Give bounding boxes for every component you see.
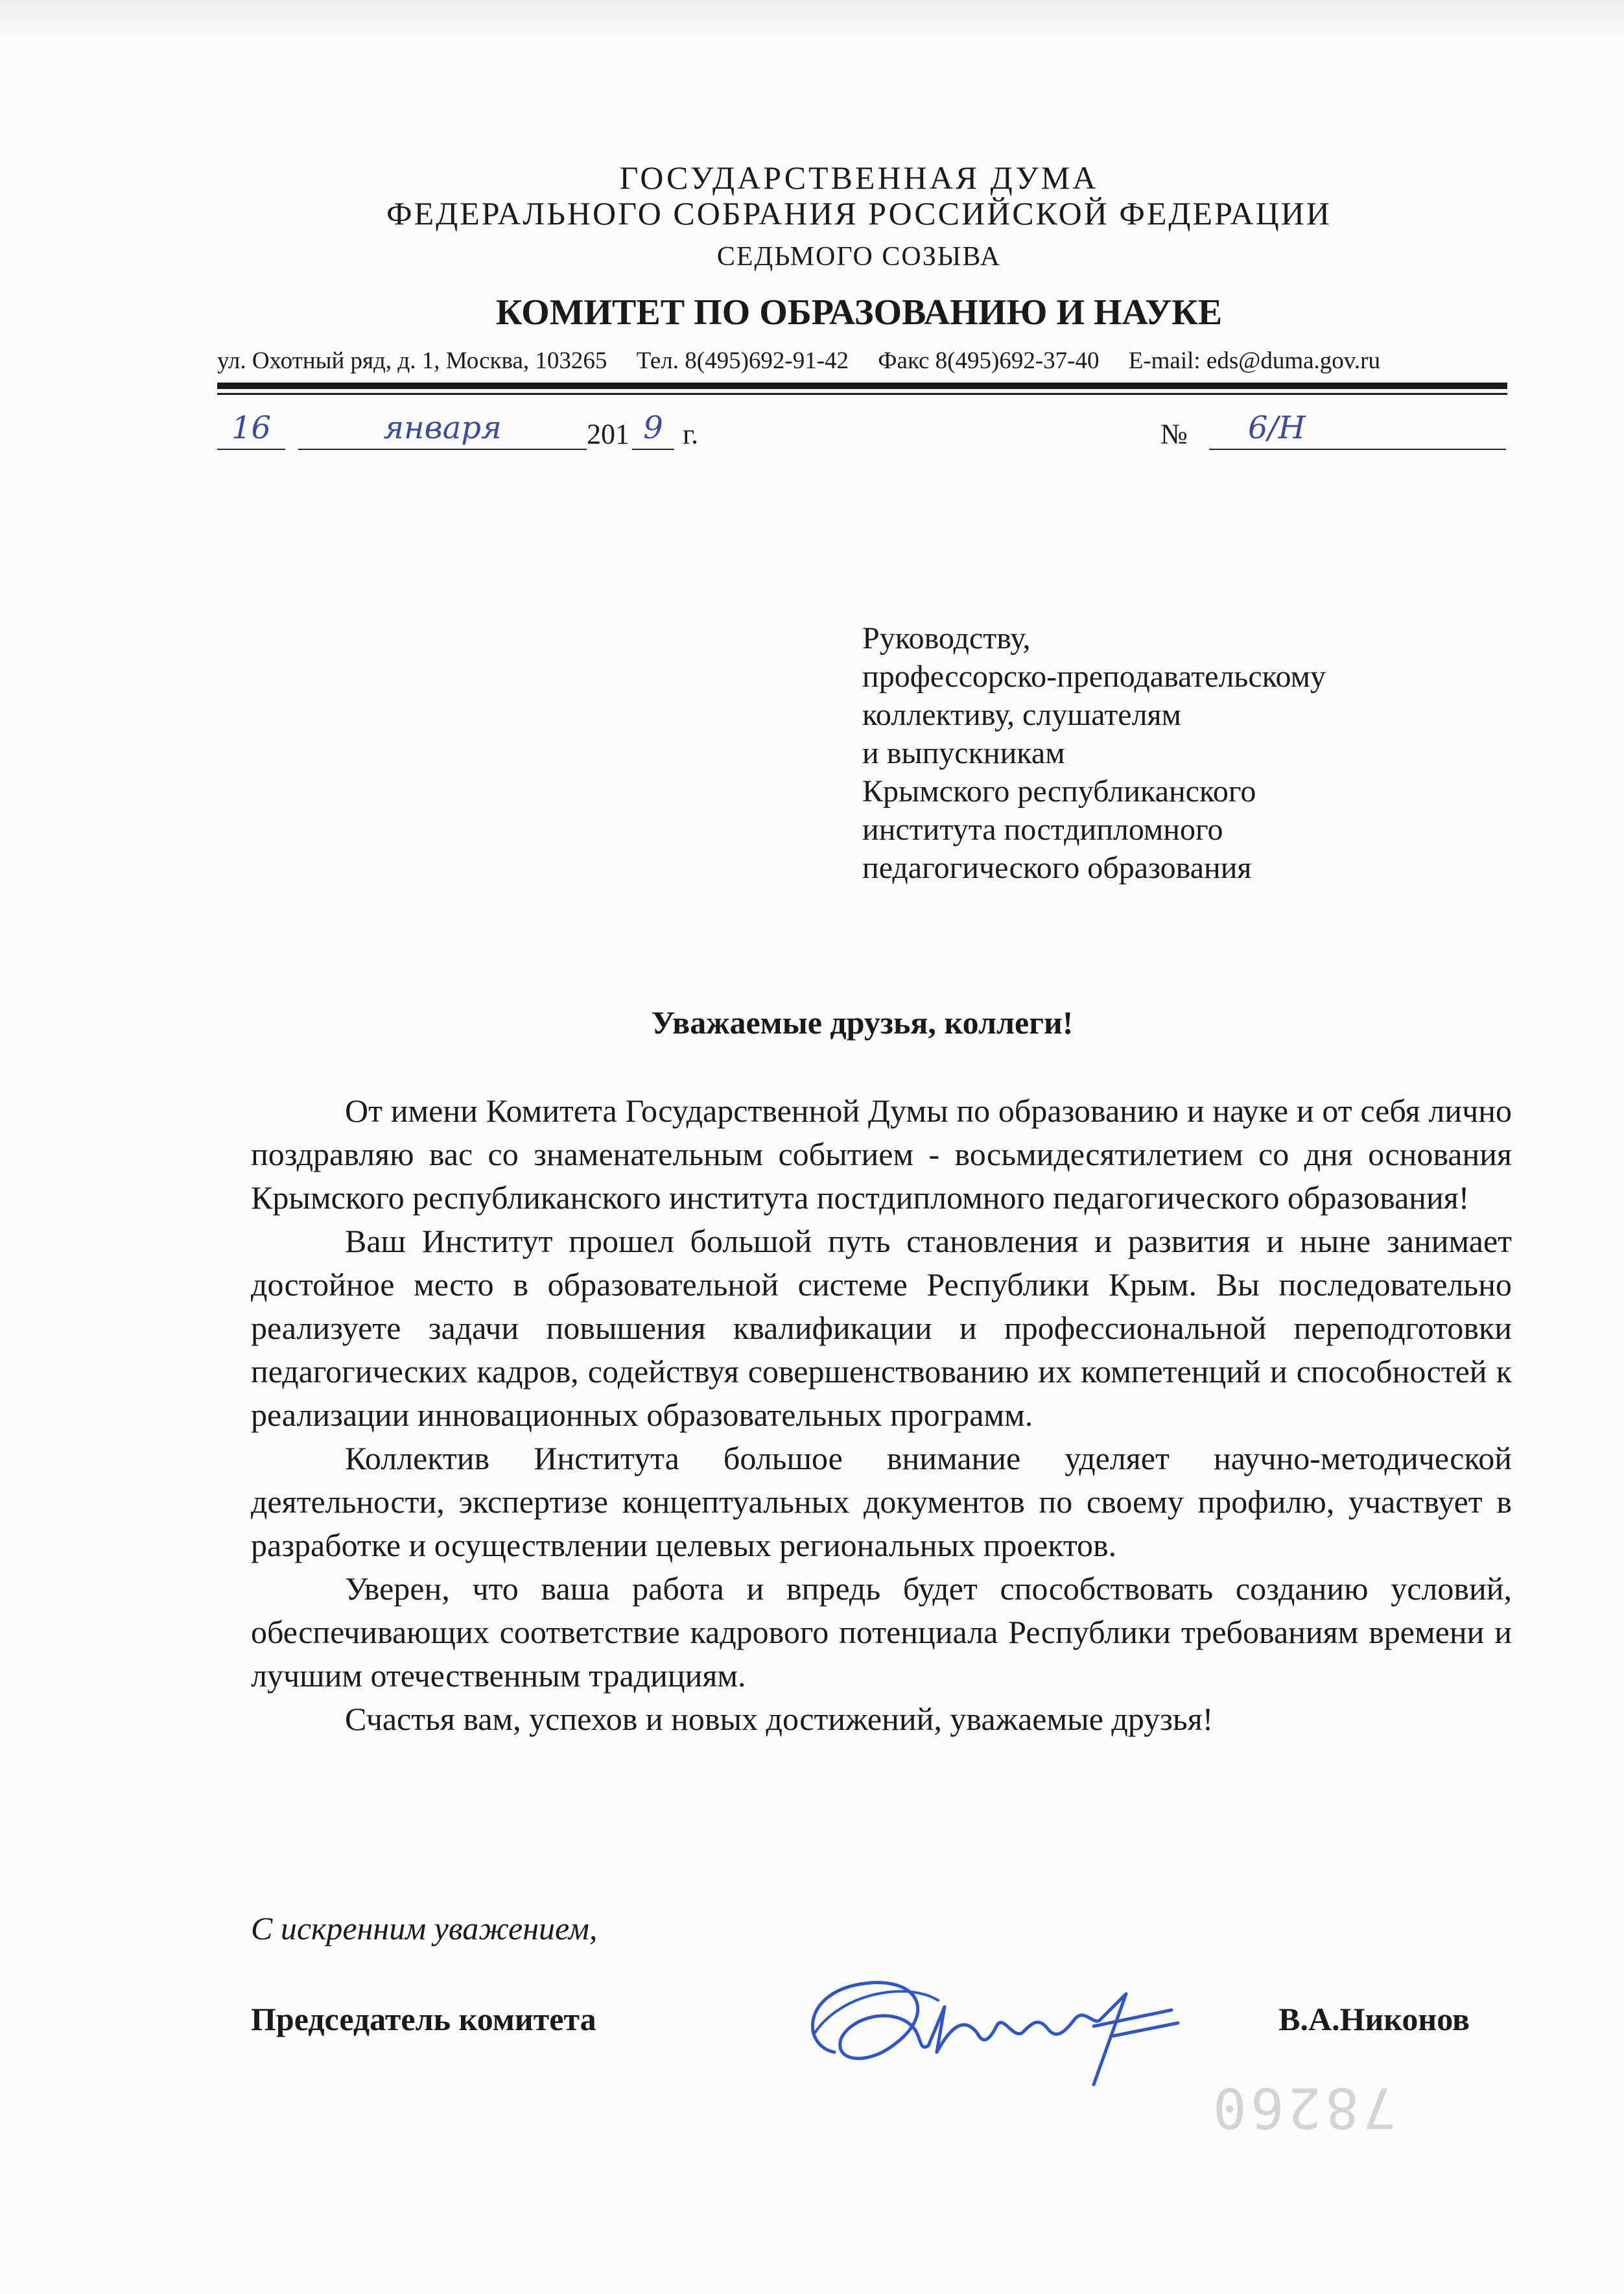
date-year-field <box>632 408 674 450</box>
greeting: Уважаемые друзья, коллеги! <box>651 1004 1074 1041</box>
date-year-unit: г. <box>683 418 699 450</box>
letterhead-contacts <box>217 347 1507 375</box>
handwritten-signature <box>789 1955 1204 2098</box>
bleed-through-stamp: 78260 <box>1209 2075 1396 2140</box>
closing-phrase: С искренним уважением, <box>251 1910 598 1946</box>
scan-shadow <box>0 0 1624 39</box>
contact-email: E-mail: eds@duma.gov.ru <box>1128 348 1380 374</box>
addressee-line: коллективу, слушателям <box>862 698 1181 732</box>
letterhead-duma: ГОСУДАРСТВЕННАЯ ДУМА <box>619 160 1099 196</box>
addressee-line: Руководству, <box>862 621 1031 656</box>
addressee-line: Крымского республиканского <box>862 774 1256 809</box>
signature-row <box>251 2000 1470 2078</box>
date-year-handwritten: 9 <box>643 410 663 446</box>
signatory-title: Председатель комитета <box>251 2001 596 2037</box>
letter-body <box>251 1089 1512 1741</box>
addressee-line: педагогического образования <box>862 851 1252 885</box>
number-handwritten: 6/Н <box>1248 410 1306 446</box>
body-paragraph: Ваш Институт прошел большой путь становления и развития и ныне занимает достойное место в образовательной системе Республики Крым. Вы последовательно реализуете задачи повышения квалификации и профессиональной переподготовки педагогических кадров, содействуя совершенствованию их компетенций и способностей к реализации инновационных образовательных программ. <box>251 1223 1512 1433</box>
registration-row <box>217 408 1507 460</box>
number-label: № <box>1160 418 1188 450</box>
body-paragraph: Уверен, что ваша работа и впредь будет способствовать созданию условий, обеспечивающих соответствие кадрового потенциала Республики требованиям времени и лучшим отечественным традициям. <box>251 1570 1512 1694</box>
date-day-handwritten: 16 <box>231 410 272 446</box>
date-year-prefix: 201 <box>587 418 630 450</box>
date-day-field <box>217 408 285 450</box>
contact-address: ул. Охотный ряд, д. 1, Москва, 103265 <box>217 348 607 374</box>
header-rule-thin <box>217 393 1507 395</box>
addressee-block <box>862 619 1326 887</box>
letterhead-federal-assembly: ФЕДЕРАЛЬНОГО СОБРАНИЯ РОССИЙСКОЙ ФЕДЕРАЦИИ <box>386 195 1332 231</box>
letterhead-convocation: СЕДЬМОГО СОЗЫВА <box>716 242 1002 272</box>
body-paragraph: Счастья вам, успехов и новых достижений, уважаемые друзья! <box>345 1701 1214 1737</box>
letterhead-committee: КОМИТЕТ ПО ОБРАЗОВАНИЮ И НАУКЕ <box>495 292 1223 333</box>
addressee-line: института постдипломного <box>862 812 1223 847</box>
date-month-field <box>298 408 587 450</box>
body-paragraph: От имени Комитета Государственной Думы по образованию и науке и от себя лично поздравляю вас со знаменательным событием - восьмидесятилетием со дня основания Крымского республиканского института постдипломного педагогического образования! <box>251 1093 1512 1216</box>
body-paragraph: Коллектив Института большое внимание уделяет научно-методической деятельности, экспертизе концептуальных документов по своему профилю, участвует в разработке и осуществлении целевых региональных проектов. <box>251 1440 1512 1563</box>
date-month-handwritten: января <box>383 410 502 446</box>
contact-fax: Факс 8(495)692-37-40 <box>878 348 1100 374</box>
contact-phone: Тел. 8(495)692-91-42 <box>636 348 849 374</box>
number-field <box>1209 408 1506 450</box>
addressee-line: профессорско-преподавательскому <box>862 659 1326 694</box>
addressee-line: и выпускникам <box>862 736 1065 770</box>
signatory-name: В.А.Никонов <box>1278 2001 1470 2037</box>
header-rule-thick <box>217 383 1507 389</box>
